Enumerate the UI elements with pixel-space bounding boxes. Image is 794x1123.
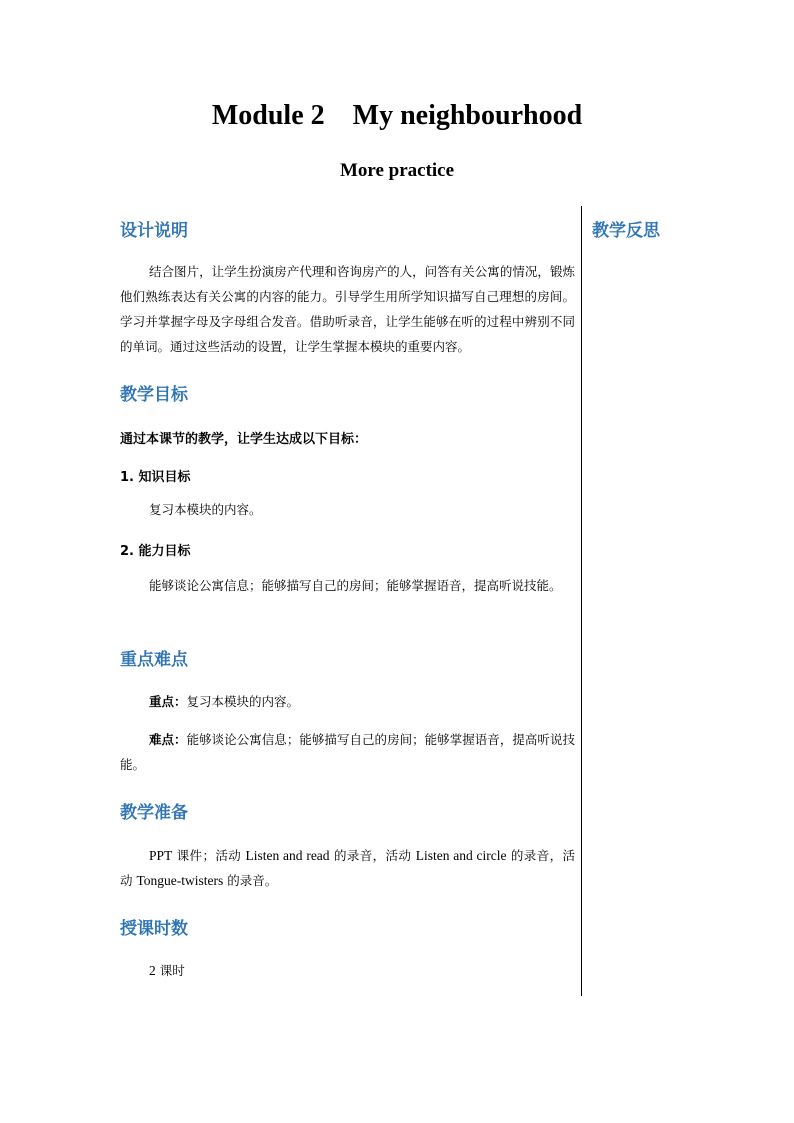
reflection-heading: 教学反思: [592, 221, 660, 241]
difficult-point-text: 能够谈论公寓信息；能够描写自己的房间；能够掌握语音，提高听说技能。: [120, 732, 575, 772]
key-point-label: 重点：: [149, 694, 187, 709]
preparation-listen-read: Listen and read: [245, 848, 330, 863]
hours-text: [120, 958, 575, 983]
key-points-heading: 重点难点: [120, 650, 188, 670]
preparation-text-4: 的录音。: [223, 873, 278, 888]
knowledge-goal-label: 1. 知识目标: [120, 470, 191, 485]
difficult-point-line: [120, 727, 575, 777]
knowledge-goal-text: 复习本模块的内容。: [149, 502, 262, 517]
preparation-text: [120, 843, 575, 893]
difficult-point-label: 难点：: [149, 732, 187, 747]
ability-goal-text: 能够谈论公寓信息；能够描写自己的房间；能够掌握语音，提高听说技能。: [149, 578, 562, 593]
design-text: 结合图片，让学生扮演房产代理和咨询房产的人，问答有关公寓的情况，锻炼他们熟练表达有关公寓的内容的能力。引导学生用所学知识描写自己理想的房间。学习并掌握字母及字母组合发音。借助听录音，让学生能够在听的过程中辨别不同的单词。通过这些活动的设置，让学生掌握本模块的重要内容。: [120, 264, 575, 354]
document-subtitle: More practice: [339, 160, 455, 181]
hours-unit: 课时: [155, 963, 185, 978]
goals-intro: 通过本课节的教学，让学生达成以下目标：: [120, 432, 368, 447]
preparation-listen-circle: Listen and circle: [415, 848, 507, 863]
preparation-heading: 教学准备: [120, 803, 188, 823]
preparation-text-1: 课件；活动: [172, 848, 246, 863]
hours-number: 2: [149, 963, 156, 978]
document-title: Module 2 My neighbourhood: [211, 100, 583, 131]
design-heading: 设计说明: [120, 221, 188, 241]
key-point-line: [120, 689, 575, 714]
preparation-ppt: PPT: [149, 848, 173, 863]
preparation-tongue-twisters: Tongue-twisters: [136, 873, 224, 888]
preparation-text-3: 的录音，活动: [120, 848, 575, 888]
column-divider: [581, 206, 582, 996]
preparation-text-2: 的录音，活动: [329, 848, 416, 863]
goals-heading: 教学目标: [120, 385, 188, 405]
ability-goal-label: 2. 能力目标: [120, 544, 191, 559]
key-point-text: 复习本模块的内容。: [186, 694, 300, 709]
hours-heading: 授课时数: [120, 919, 188, 939]
